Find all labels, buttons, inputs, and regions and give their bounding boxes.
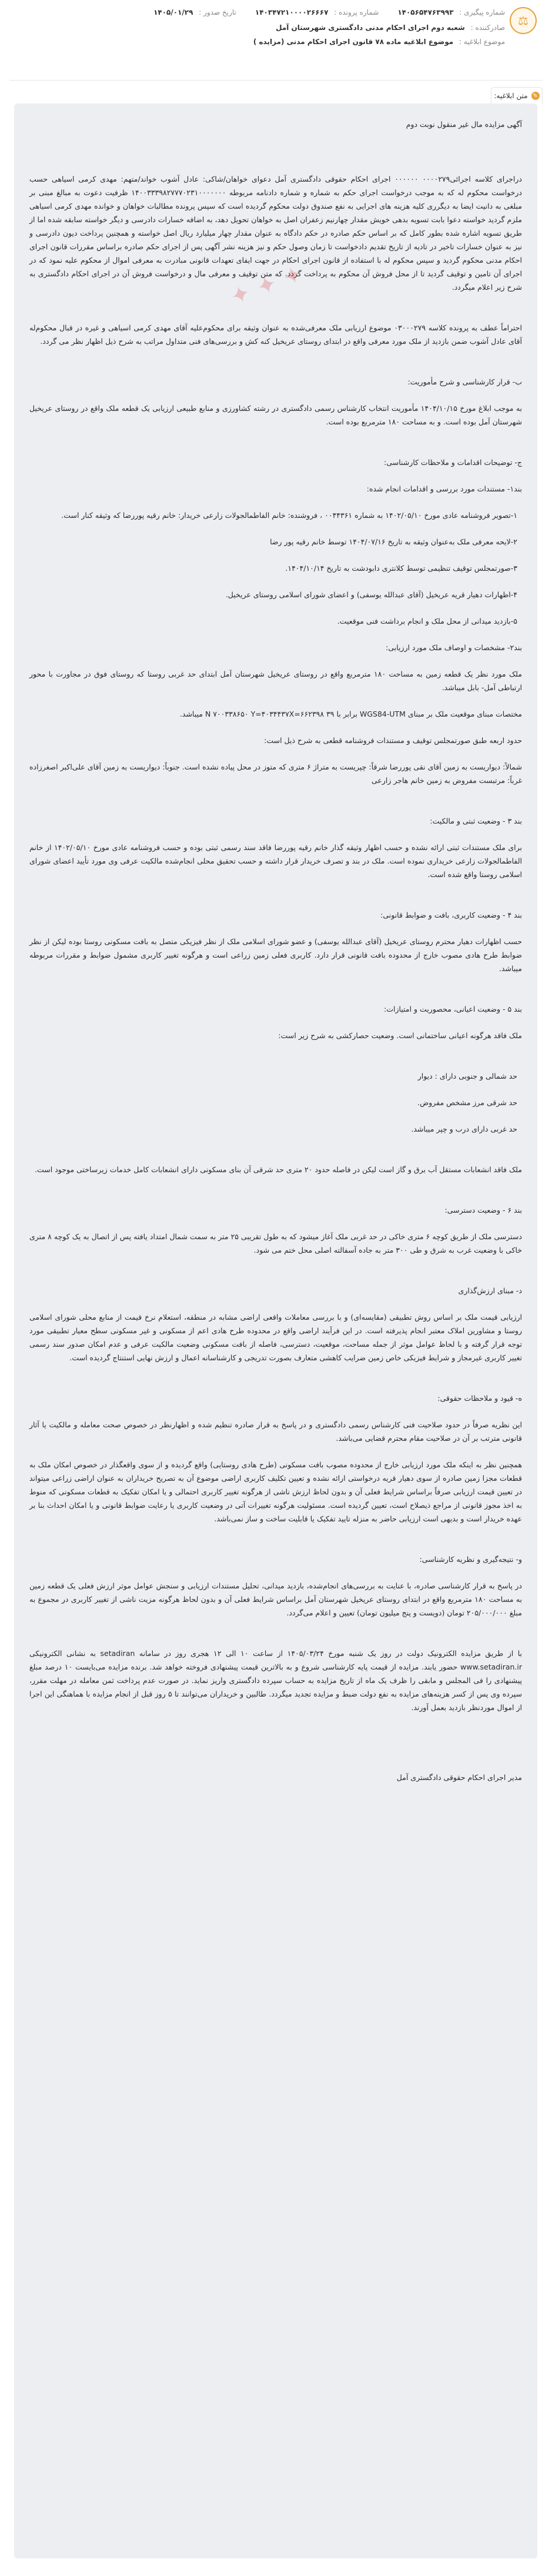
- paragraph-4: ملک مورد نظر یک قطعه زمین به مساحت ۱۸۰ مترمربع واقع در روستای عریخیل شهرستان آمل ابتدای حد غربی روستا که روستای فوق در مجاورت با محور ارتباطی آمل- بابل میباشد.: [29, 670, 522, 692]
- case-number: شماره پرونده : ۱۴۰۳۴۷۲۱۰۰۰۰۲۶۶۶۷: [255, 8, 379, 16]
- paragraph-9: حسب اظهارات دهیار محترم روستای عریخیل (آقای عبدالله یوسفی) و عضو شورای اسلامی ملک از نظر فیزیکی متصل به بافت مسکونی روستا بوده لیکن از نظر ضوابط طرح هادی مصوب خارج از محدوده بافت قانونی قرار دارد. کاربری فعلی زمین زراعی است و هرگونه تغییر کاربری مشمول ضوابط و مقررات مربوطه میباشد.: [29, 937, 522, 973]
- section-band6-heading: بند ۶ - وضعیت دسترسی:: [444, 1206, 522, 1215]
- notice-header: [9, 0, 543, 81]
- list-item: حد شمالی و جنوبی دارای : دیوار: [417, 1072, 517, 1080]
- signature-line: مدیر اجرای احکام حقوقی دادگستری آمل: [396, 1773, 522, 1782]
- paragraph-13: ارزیابی قیمت ملک بر اساس روش تطبیقی (مقایسه‌ای) و با بررسی معاملات واقعی اراضی مشابه در منطقه، استعلام نرخ قیمت از منابع محلی شورای اسلامی روستا و مشاورین املاک معتبر انجام پذیرفته است. در این فرآیند اراضی واقع در محدوده طرح هادی اعم از مسکونی و غیر مسکونی سطح معیار تطبیقی مورد توجه قرار گرفته و با لحاظ عوامل موثر از جمله مساحت، موقعیت، دسترسی، فاصله از بافت مسکونی وضعیت مالکیت عرفی و عدم امکان صدور سند رسمی تغییر کاربری غیرمجاز و شرایط فیزیکی خاص زمین ضرایب کاهشی متعارف بصورت تدریجی و کارشناسانه اعمال و ارزش نهایی استنتاج گردیده است.: [29, 1313, 522, 1362]
- paragraph-14: این نظریه صرفاً در حدود صلاحیت فنی کارشناس رسمی دادگستری و در پاسخ به قرار صادره تنظیم شده و اظهارنظر در خصوص صحت معامله و مالکیت یا آثار قانونی مترتب بر آن در صلاحیت مقام محترم قضایی می‌باشد.: [29, 1420, 522, 1443]
- fence-list: [29, 1069, 522, 1136]
- list-item: ۲-لایحه معرفی ملک به‌عنوان وثیقه به تاریخ ۱۴۰۴/۰۷/۱۶ توسط خانم رقیه پور رضا: [270, 537, 517, 546]
- paragraph-15: همچنین نظر به اینکه ملک مورد ارزیابی خارج از محدوده مصوب بافت مسکونی (طرح هادی روستایی) واقع گردیده و از سوی واقعگذار در خصوص امکان ملک به قطعات مجزا زمین صادره از سوی دهیار قریه درخواستی ارائه نشده و تعیین تکلیف کاربری اراضی موضوع آن به تصریح خریداران به عنوان اراضی زراعی میتواند در تعیین قیمت ارزیابی صرفاً براساس شرایط فعلی آن و بدون لحاظ ارزش ناشی از هرگونه تغییر کاربری احتمالی و یا امکان تفکیک به قطعات مسکونی که منوط به اخذ مجوز قانونی از مراجع ذیصلاح است، تعیین گردیده است. مسئولیت هرگونه تغییرات آتی در وضعیت کاربری یا رعایت ضوابط قانونی و یا امکان احداث بنا بر عهده خریدار است و بدیهی است ارزیابی حاضر به منزله تایید تفکیک یا قابلیت ساخت و ساز نمی‌باشد.: [29, 1460, 522, 1523]
- paragraph-10: ملک فاقد هرگونه اعیانی ساختمانی است. وضعیت حصارکشی به شرح زیر است:: [278, 1031, 522, 1040]
- section-b-heading: ب- قرار کارشناسی و شرح مأموریت:: [407, 377, 522, 386]
- section-band5-heading: بند ۵ - وضعیت اعیانی، محصوریت و امتیازات:: [384, 1005, 522, 1013]
- paragraph-11: ملک فاقد انشعابات مستقل آب برق و گاز است لیکن در فاصله حدود ۲۰ متری حد شرقی آن بنای مسکونی دارای انشعابات کامل خدمات زیرساختی موجود است.: [35, 1165, 522, 1174]
- tab-notice-text[interactable]: [491, 87, 543, 104]
- paragraph-5: مختصات مبنای موقعیت ملک بر مبنای WGS84-UTM برابر با ۳۹ N ۷۰۰۳۳۸۶۵۰ Y=۴۰۳۴۴۳۷X=۶۶۲۳۹۸ میباشد.: [179, 710, 522, 718]
- paragraph-1: دراجرای کلاسه اجرائی۰۰۰۰۲۷۹ ۰۰۰۰۰۰ اجرای احکام حقوقی دادگستری آمل دعوای خواهان/شاکی: عادل آشوب خواند/متهم: مهدی کرمی اسیاهی حسب درخواست محکوم له که به موجب درخواست اجرای حکم به شماره و شماره دادنامه مربوطه ۱۴۰۰۳۳۳۹۸۲۷۷۷۰۲۳۱۰۰۰۰۰۰۰ ظرفیت دعوت به مبالغ مبنی بر مبلغی به دانیت ایضا به دیگرری کلیه هزینه های اجرایی به نفع صندوق دولت محکوم گردیده است که سپس پرونده مطالبات خواهان و خوانده مهدی کرمی اسیاهی ملزم گردید خواسته دعوا بابت تسویه بدهی خویش مقدار چهارنیم زعفران اصل به خواهان تحویل دهد، به اضافه خسارات دادرسی و دیگر خواسته سابقه شده اما از طریق تسویه اشاره شده بطور کامل که بر اساس حکم صادره در حکم دادگاه به عنوان مقدار چهار میلیارد ریال اصل خواسته و همچنین پرداخت دیون دادرسی و نیز به عنوان خسارات تاخیر در تادیه از تاریخ تقدیم دادخواست تا زمان وصول حکم و نیز هزینه نشر آگهی پس از اجرای حکم صادره براساس مقررات قانون اجرای احکام مدنی محکوم گردید و سپس محکوم له با استفاده از قانون اجرای احکام در جهت ایفای تعهدات قانونی مبادرت به معرفی اموال از محکوم علیه نمود که در اجرای آن تامین و توقیف گردید تا از محل فروش آن محکوم به پرداخت گردد. که متن توقیف و معرفی مال و درخواست فروش آن در اجرای احکام دادگستری به شرح زیر اعلام میگردد.: [29, 175, 522, 292]
- list-item: ۴-اظهارات دهیار قریه عریخیل (آقای عبدالله یوسفی) و اعضای شورای اسلامی روستای عریخیل.: [225, 590, 517, 599]
- tracking-number: شماره پیگیری : ۱۴۰۵۶۵۴۷۶۳۹۹۳: [397, 8, 505, 16]
- section-f-heading: و- نتیجه‌گیری و نظریه کارشناسی:: [419, 1555, 522, 1564]
- notice-subject: موضوع ابلاغیه : موضوع ابلاغیه ماده ۷۸ قانون اجرای احکام مدنی (مزایده ): [253, 38, 505, 46]
- section-band4-heading: بند ۴ - وضعیت کاربری، بافت و ضوابط قانونی:: [380, 911, 522, 919]
- notice-document: [14, 103, 537, 1809]
- paragraph-16: در پاسخ به قرار کارشناسی صادره، با عنایت به بررسی‌های انجام‌شده، بازدید میدانی، تحلیل مستندات ارزیابی و سنجش عوامل موثر ارزش فعلی یک قطعه زمین به مساحت ۱۸۰ مترمربع واقع در ابتدای روستای عریخیل شهرستان آمل براساس شرایط فعلی آن و بدون لحاظ هرگونه مزیت ناشی از تغییر کاربری در مجموع به مبلغ ۲۰۵/۰۰۰/۰۰۰ تومان (دویست و پنج میلیون تومان) تعیین و اعلام می‌گردد.: [29, 1581, 522, 1617]
- header-row-issuer: [15, 24, 505, 32]
- list-item: حد غربی دارای درب و چپر میباشد.: [411, 1125, 517, 1133]
- paragraph-3: به موجب ابلاغ مورخ ۱۴۰۴/۱۰/۱۵ مأموریت انتخاب کارشناس رسمی دادگستری در رشته کشاورزی و منابع طبیعی ارزیابی یک قطعه ملک واقع در روستای عریخیل شهرستان آمل بوده است. و به مساحت ۱۸۰ مترمربع بوده است.: [29, 404, 522, 426]
- notice-body-panel: [14, 103, 537, 2558]
- tab-label: متن ابلاغیه:: [494, 92, 528, 100]
- paragraph-12: دسترسی ملک از طریق کوچه ۶ متری خاکی در حد غربی ملک آغاز میشود که به طول تقریبی ۲۵ متر به سمت شمال امتداد یافته پس از اتصال به یک کوچه ۸ متری خاکی با وضعیت غرب به شرق و طی ۳۰۰ متر به جاده آسفالته اصلی محل ختم می شود.: [29, 1232, 522, 1254]
- list-item: ۵-بازدید میدانی از محل ملک و انجام برداشت فنی موقعیت.: [337, 617, 517, 625]
- paragraph-8: برای ملک مستندات ثبتی ارائه نشده و حسب اظهار وثیقه گذار خانم رقیه پوررضا فاقد سند رسمی ثبتی بوده و حسب فروشنامه عادی مورخ ۱۴۰۲/۰۵/۱۰ از خانم الفاطمالجولات زارعی خریداری نموده است. ملک در بند و تصرف خریدار قرار داشته و حسب تحقیق محلی انجام‌شده مالکیت عرفی وی مورد تأیید اعضای شورای اسلامی روستا واقع شده است.: [29, 843, 522, 879]
- paragraph-7: شمالاً: دیواریست به زمین آقای نقی پوررضا شرقاً: چپریست به متراژ ۶ متری که متوز در محل پیاده نشده است. جنوباً: دیواریست به زمین آقای علی‌اکبر اصغرزاده غرباً: مرتبست مفروض به زمین خانم هاجر زارعی: [29, 762, 522, 785]
- section-band2-heading: بند۲- مشخصات و اوصاف ملک مورد ارزیابی:: [386, 643, 522, 652]
- header-row-subject: [15, 38, 505, 46]
- section-d-heading: د- مبنای ارزش‌گذاری: [458, 1286, 522, 1295]
- watermark-stamp: ✦ ✦ ✦: [226, 260, 307, 312]
- section-c-item-1: بند۱- مستندات مورد بررسی و اقدامات انجام شده:: [366, 484, 522, 493]
- paragraph-17: با از طریق مزایده الکترونیک دولت در روز یک شنبه مورخ ۱۴۰۵/۰۳/۲۴ از ساعت ۱۰ الی ۱۲ هجری روز در سامانه setadiran به نشانی الکترونیکی www.setadiran.ir حضور یابند. مزایده از قیمت پایه کارشناسی شروع و به بالاترین قیمت پیشنهادی فروخته خواهد شد. برنده مزایده می‌بایست ۱۰ درصد مبلغ پیشنهادی را فی المجلس و مابقی را ظرف یک ماه از تاریخ مزایده به حساب سپرده دادگستری واریز نماید. در صورت عدم پرداخت ثمن معامله در مهلت مقرر، سپرده وی پس از کسر هزینه‌های مزایده به نفع دولت ضبط و مزایده تجدید میگردد. طالبین و خریداران می‌توانند تا ۵ روز قبل از انجام مزایده با هماهنگی این اجرا از اموال موردنظر بازدید بعمل آورند.: [29, 1649, 523, 1712]
- issuer: صادرکننده : شعبه دوم اجرای احکام مدنی دادگستری شهرستان آمل: [276, 24, 505, 32]
- section-band3-heading: بند ۳ - وضعیت ثبتی و مالکیت:: [430, 817, 522, 825]
- doc-title: آگهی مزایده مال غیر منقول نوبت دوم: [406, 120, 522, 129]
- paragraph-2: احتراماً عطف به پرونده کلاسه ۰۳۰۰۰۲۷۹ موضوع ارزیابی ملک معرفی‌شده به عنوان وثیقه برای محکوم‌علیه آقای مهدی کرمی اسیاهی و غیره در قبال محکوم‌له آقای عادل آشوب ضمن بازدید از ملک مورد معرفی واقع در ابتدای روستای عریخیل کنه کش و بررسی‌های فنی متداول مراتب به شرح ذیل اظهار نظر می گردد.: [29, 323, 522, 346]
- section-c-heading: ج- توضیحات اقدامات و ملاحظات کارشناسی:: [384, 458, 522, 467]
- judiciary-emblem-icon: ⚖: [510, 7, 537, 34]
- evidence-list: [29, 508, 522, 628]
- issue-date: تاریخ صدور : ۱۴۰۵/۰۱/۲۹: [153, 8, 236, 16]
- document-icon: ✎: [531, 92, 540, 100]
- list-item: ۱-تصویر فروشنامه عادی مورخ ۱۴۰۲/۰۵/۱۰ به شماره ۰۰۴۴۳۶۱ ، فروشنده: خانم الفاطمالجولات زارعی خریدار: خانم رقیه پوررضا که وثیقه کنار است.: [61, 511, 517, 520]
- list-item: ۳-صورتمجلس توقیف تنظیمی توسط کلانتری دابودشت به تاریخ ۱۴۰۴/۱۰/۱۴.: [285, 564, 517, 573]
- header-row-ids: [15, 8, 505, 16]
- paragraph-6: حدود اربعه طبق صورتمجلس توقیف و مستندات فروشنامه قطعی به شرح ذیل است:: [264, 736, 522, 745]
- section-e-heading: ه- قیود و ملاحظات حقوقی:: [437, 1394, 522, 1403]
- list-item: حد شرقی مرز مشخص مفروض.: [417, 1098, 517, 1107]
